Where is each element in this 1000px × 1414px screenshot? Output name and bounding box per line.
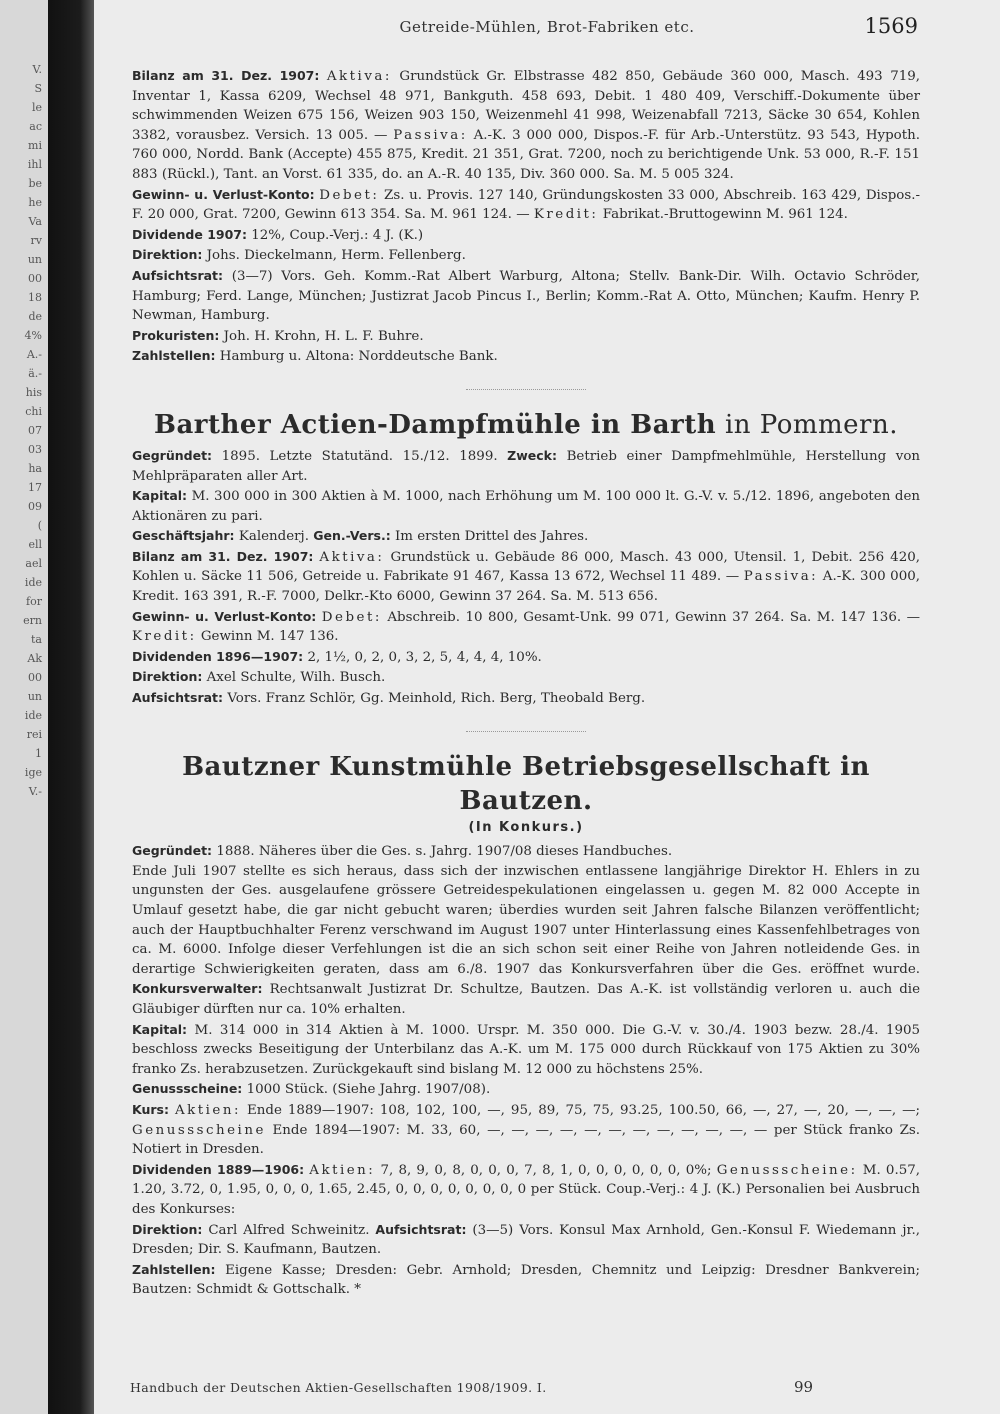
page-content [132, 66, 920, 1300]
adjacent-page-fragment: his [25, 386, 42, 399]
c3-subtitle: (In Konkurs.) [468, 819, 584, 835]
section-divider [466, 731, 586, 732]
adjacent-page-fragment: 00 [28, 272, 42, 285]
c2-geschaeftsjahr: Geschäftsjahr: Kalenderj. Gen.-Vers.: Im ersten Drittel des Jahres. [132, 528, 589, 545]
adjacent-page-fragment: 18 [28, 291, 42, 304]
book-gutter-shadow [48, 0, 94, 1414]
adjacent-page-fragment: ide [24, 576, 42, 589]
c1-prokuristen: Prokuristen: Joh. H. Krohn, H. L. F. Buhre. [132, 327, 424, 344]
adjacent-page-fragment: 07 [28, 424, 42, 437]
adjacent-page-fragments [0, 60, 46, 801]
adjacent-page-fragment: 4% [24, 329, 42, 342]
adjacent-page-fragment: 09 [28, 500, 42, 513]
c3-zahlstellen: Zahlstellen: Eigene Kasse; Dresden: Gebr. Arnhold; Dresden, Chemnitz und Leipzig: Dresdner Bankverein; Bautzen: Schmidt & Gottschalk. * [132, 1261, 920, 1298]
adjacent-page-fragment: ell [28, 538, 42, 551]
adjacent-page-fragment: V.- [28, 785, 42, 798]
footer-title: Handbuch der Deutschen Aktien-Gesellschaften 1908/1909. I. [130, 1380, 547, 1395]
c1-aufsichtsrat: Aufsichtsrat: (3—7) Vors. Geh. Komm.-Rat Albert Warburg, Altona; Stellv. Bank-Dir. Wilh. Octavio Schröder, Hamburg; Ferd. Lange, München; Justizrat Jacob Pincus I., Berlin; Komm.-Rat A. Otto, München; Kaufm. Henry P. Newman, Hamburg. [132, 267, 920, 324]
c2-gegruendet: Gegründet: 1895. Letzte Statutänd. 15./12. 1899. Zweck: Betrieb einer Dampfmehlmühle, Herstellung von Mehlpräparaten aller Art. [132, 447, 921, 484]
c3-gegruendet: Gegründet: 1888. Näheres über die Ges. s. Jahrg. 1907/08 dieses Handbuches. [132, 843, 673, 860]
c3-direktion: Direktion: Carl Alfred Schweinitz. Aufsichtsrat: (3—5) Vors. Konsul Max Arnhold, Gen.-Konsul F. Wiedemann jr., Dresden; Dir. S. Kaufmann, Bautzen. [132, 1221, 920, 1258]
c1-dividende: Dividende 1907: 12%, Coup.-Verj.: 4 J. (K.) [132, 226, 424, 243]
adjacent-page-fragment: Ak [27, 652, 42, 665]
footer-signature-number: 99 [794, 1378, 814, 1396]
adjacent-page-fragment: A.- [26, 348, 42, 361]
c3-kurs: Kurs: Aktien: Ende 1889—1907: 108, 102, 100, —, 95, 89, 75, 75, 93.25, 100.50, 66, —, 27, —, 20, —, —, —; Genussscheine Ende 1894—1907: M. 33, 60, —, —, —, —, —, —, —, —, —, —, —, — per Stück franko Zs. Notiert in Dresden. [132, 1101, 920, 1158]
c2-kapital: Kapital: M. 300 000 in 300 Aktien à M. 1000, nach Erhöhung um M. 100 000 lt. G.-V. v. 5./12. 1896, angeboten den Aktionären zu pari. [132, 488, 920, 524]
adjacent-page-fragment: ha [28, 462, 42, 475]
adjacent-page-fragment: ael [25, 557, 42, 570]
c2-title: Barther Actien-Dampfmühle in Barth in Pommern. [153, 409, 898, 440]
adjacent-page-fragment: 03 [28, 443, 42, 456]
adjacent-page-fragment: ern [23, 614, 42, 627]
adjacent-page-fragment: 1 [35, 747, 42, 760]
adjacent-page-fragment: V. [32, 63, 42, 76]
adjacent-page-fragment: un [27, 690, 42, 703]
adjacent-page-fragment: chi [25, 405, 42, 418]
c1-direktion: Direktion: Johs. Dieckelmann, Herm. Fellenberg. [132, 247, 466, 264]
adjacent-page-fragment: un [27, 253, 42, 266]
c1-bilanz: Bilanz am 31. Dez. 1907: Aktiva: Grundstück Gr. Elbstrasse 482 850, Gebäude 360 000, Masch. 493 719, Inventar 1, Kassa 6209, Wechsel 48 971, Bankguth. 458 693, Debit. 1 480 409, Verschiff.-Dokumente über schwimmenden Weizen 675 156, Weizen 903 150, Weizenmehl 41 998, Weizenabfall 7213, Säcke 30 654, Kohlen 3382, vorausbez. Versich. 13 005. — Passiva: A.-K. 3 000 000, Dispos.-F. für Arb.-Unterstütz. 93 543, Hypoth. 760 000, Nordd. Bank (Accepte) 455 875, Kredit. 21 351, Grat. 7200, noch zu berichtigende Unk. 53 000, R.-F. 151 883 (Rückl.), Tant. an Vorst. 61 335, do. an A.-R. 40 135, Div. 360 000. Sa. M. 5 005 324. [132, 68, 921, 182]
adjacent-page-fragment: he [28, 196, 42, 209]
c1-guv: Gewinn- u. Verlust-Konto: Debet: Zs. u. Provis. 127 140, Gründungskosten 33 000, Abschreib. 163 429, Dispos.-F. 20 000, Grat. 7200, Gewinn 613 354. Sa. M. 961 124. — Kredit: Fabrikat.-Bruttogewinn M. 961 124. [132, 186, 920, 223]
c2-guv: Gewinn- u. Verlust-Konto: Debet: Abschreib. 10 800, Gesamt-Unk. 99 071, Gewinn 37 264. Sa. M. 147 136. — Kredit: Gewinn M. 147 136. [132, 608, 920, 645]
c2-direktion: Direktion: Axel Schulte, Wilh. Busch. [132, 669, 386, 686]
c1-zahlstellen: Zahlstellen: Hamburg u. Altona: Norddeutsche Bank. [132, 348, 498, 365]
page-number: 1569 [864, 14, 918, 38]
c2-dividenden: Dividenden 1896—1907: 2, 1½, 0, 2, 0, 3, 2, 5, 4, 4, 4, 10%. [132, 648, 542, 665]
adjacent-page-fragment: ( [37, 519, 42, 532]
page [94, 0, 1000, 1414]
adjacent-page-fragment: be [28, 177, 42, 190]
adjacent-page-fragment: le [31, 101, 42, 114]
adjacent-page-fragment: de [28, 310, 42, 323]
adjacent-page-fragment: ihl [27, 158, 42, 171]
adjacent-page-fragment: ige [24, 766, 42, 779]
adjacent-page-fragment: rv [30, 234, 42, 247]
adjacent-page-fragment: 00 [28, 671, 42, 684]
c3-kapital: Kapital: M. 314 000 in 314 Aktien à M. 1000. Urspr. M. 350 000. Die G.-V. v. 30./4. 1903 bezw. 28./4. 1905 beschloss zwecks Beseitigung der Unterbilanz das A.-K. um M. 175 000 durch Rückkauf von 175 Aktien zu 30% franko Zs. herabzusetzen. Zurückgekauft sind bislang M. 12 000 zu höchstens 25%. [132, 1021, 921, 1077]
running-head: Getreide-Mühlen, Brot-Fabriken etc. [399, 18, 695, 36]
adjacent-page-fragment: ä.- [28, 367, 42, 380]
adjacent-page-fragment: mi [28, 139, 42, 152]
c3-narrative: Ende Juli 1907 stellte es sich heraus, dass sich der inzwischen entlassene langjährige Direktor H. Ehlers in zu ungunsten der Ges. ausgelaufene grössere Getreidespekulationen eingelassen u. gegen M. 82 000 Accepte in Umlauf gesetzt habe, die gar nicht gebucht waren; überdies wurden seit Jahren falsche Bilanzen veröffentlicht; auch der Hauptbuchhalter Ferenz verschwand im August 1907 unter Hinterlassung eines Kassenfehlbetrages von ca. M. 6000. Infolge dieser Verfehlungen ist die an sich schon seit einer Reihe von Jahren notleidende Ges. in derartige Schwierigkeiten geraten, dass am 6./8. 1907 das Konkursverfahren über die Ges. eröffnet wurde. Konkursverwalter: Rechtsanwalt Justizrat Dr. Schultze, Bautzen. Das A.-K. ist vollständig verloren u. auch die Gläubiger dürften nur ca. 10% erhalten. [132, 863, 920, 1017]
adjacent-page-fragment: S [34, 82, 42, 95]
adjacent-page-fragment: Va [28, 215, 42, 228]
c3-title: Bautzner Kunstmühle Betriebsgesellschaft in Bautzen. [182, 751, 870, 816]
c3-dividenden: Dividenden 1889—1906: Aktien: 7, 8, 9, 0, 8, 0, 0, 0, 7, 8, 1, 0, 0, 0, 0, 0, 0, 0%; Genussscheine: M. 0.57, 1.20, 3.72, 0, 1.95, 0, 0, 0, 1.65, 2.45, 0, 0, 0, 0, 0, 0, 0, 0 per Stück. Coup.-Verj.: 4 J. (K.) Personalien bei Ausbruch des Konkurses: [132, 1161, 921, 1217]
adjacent-page-fragment: for [26, 595, 42, 608]
adjacent-page-fragment: 17 [28, 481, 42, 494]
adjacent-page-fragment: rei [26, 728, 42, 741]
section-divider [466, 389, 586, 390]
adjacent-page-fragment: ide [24, 709, 42, 722]
c3-genussscheine: Genussscheine: 1000 Stück. (Siehe Jahrg. 1907/08). [132, 1081, 491, 1098]
adjacent-page-fragment: ta [31, 633, 42, 646]
c2-aufsichtsrat: Aufsichtsrat: Vors. Franz Schlör, Gg. Meinhold, Rich. Berg, Theobald Berg. [132, 690, 646, 707]
adjacent-page-fragment: ac [29, 120, 42, 133]
c2-bilanz: Bilanz am 31. Dez. 1907: Aktiva: Grundstück u. Gebäude 86 000, Masch. 43 000, Utensil. 1, Debit. 256 420, Kohlen u. Säcke 11 506, Getreide u. Fabrikate 91 467, Kassa 13 672, Wechsel 11 489. — Passiva: A.-K. 300 000, Kredit. 163 391, R.-F. 7000, Delkr.-Kto 6000, Gewinn 37 264. Sa. M. 513 656. [132, 548, 920, 605]
